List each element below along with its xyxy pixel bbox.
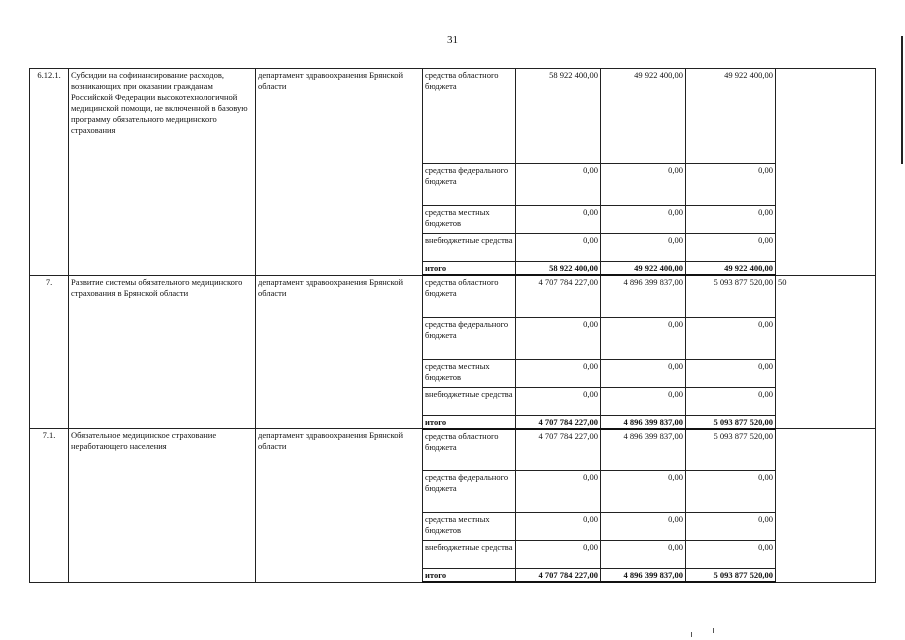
funding-source: средства местных бюджетов: [423, 359, 516, 387]
value-year-2: 4 896 399 837,00: [601, 275, 686, 317]
table-row: [30, 275, 876, 317]
value-year-2: 4 896 399 837,00: [601, 569, 686, 583]
page-number: 31: [447, 34, 458, 46]
funding-source: внебюджетные средства: [423, 234, 516, 262]
value-year-3: 0,00: [686, 513, 776, 541]
value-year-2: 49 922 400,00: [601, 262, 686, 276]
value-year-3: 0,00: [686, 164, 776, 206]
funding-source: итого: [423, 415, 516, 429]
value-year-1: 0,00: [516, 234, 601, 262]
value-year-1: 0,00: [516, 541, 601, 569]
funding-source: средства областного бюджета: [423, 69, 516, 164]
row-number: 6.12.1.: [30, 69, 69, 276]
value-year-2: 0,00: [601, 359, 686, 387]
measure-name: Субсидии на софинансирование расходов, возникающих при оказании гражданам Российской Федерации высокотехнологичной медицинской помощи, не включенной в базовую программу обязательного медицинского страхования: [69, 69, 256, 276]
value-year-3: 5 093 877 520,00: [686, 569, 776, 583]
value-year-3: 0,00: [686, 234, 776, 262]
funding-source: средства местных бюджетов: [423, 513, 516, 541]
funding-source: средства федерального бюджета: [423, 164, 516, 206]
funding-source: итого: [423, 569, 516, 583]
extra-cell: [776, 429, 876, 583]
scan-mark: [691, 632, 692, 637]
value-year-1: 4 707 784 227,00: [516, 415, 601, 429]
value-year-1: 4 707 784 227,00: [516, 429, 601, 471]
value-year-1: 0,00: [516, 164, 601, 206]
value-year-2: 4 896 399 837,00: [601, 429, 686, 471]
value-year-2: 0,00: [601, 206, 686, 234]
value-year-3: 0,00: [686, 471, 776, 513]
funding-source: итого: [423, 262, 516, 276]
row-number: 7.: [30, 275, 69, 429]
value-year-3: 49 922 400,00: [686, 262, 776, 276]
value-year-1: 4 707 784 227,00: [516, 275, 601, 317]
value-year-3: 49 922 400,00: [686, 69, 776, 164]
funding-source: средства областного бюджета: [423, 275, 516, 317]
value-year-2: 0,00: [601, 234, 686, 262]
value-year-3: 5 093 877 520,00: [686, 415, 776, 429]
value-year-3: 0,00: [686, 359, 776, 387]
value-year-2: 0,00: [601, 471, 686, 513]
measure-name: Обязательное медицинское страхование неработающего населения: [69, 429, 256, 583]
value-year-2: 0,00: [601, 164, 686, 206]
margin-bar: [901, 36, 903, 164]
value-year-1: 0,00: [516, 513, 601, 541]
value-year-2: 0,00: [601, 541, 686, 569]
funding-source: средства местных бюджетов: [423, 206, 516, 234]
value-year-3: 0,00: [686, 206, 776, 234]
funding-source: средства федерального бюджета: [423, 317, 516, 359]
budget-table: [29, 68, 876, 583]
value-year-2: 0,00: [601, 317, 686, 359]
table-row: [30, 429, 876, 471]
extra-cell: [776, 69, 876, 276]
executor: департамент здравоохранения Брянской области: [256, 69, 423, 276]
funding-source: внебюджетные средства: [423, 541, 516, 569]
executor: департамент здравоохранения Брянской области: [256, 429, 423, 583]
funding-source: средства федерального бюджета: [423, 471, 516, 513]
value-year-1: 58 922 400,00: [516, 262, 601, 276]
value-year-2: 4 896 399 837,00: [601, 415, 686, 429]
extra-cell: 50: [776, 275, 876, 429]
table-row: [30, 69, 876, 164]
value-year-2: 49 922 400,00: [601, 69, 686, 164]
value-year-1: 0,00: [516, 387, 601, 415]
executor: департамент здравоохранения Брянской области: [256, 275, 423, 429]
row-number: 7.1.: [30, 429, 69, 583]
funding-source: средства областного бюджета: [423, 429, 516, 471]
value-year-3: 0,00: [686, 541, 776, 569]
value-year-2: 0,00: [601, 513, 686, 541]
value-year-1: 0,00: [516, 359, 601, 387]
value-year-3: 0,00: [686, 317, 776, 359]
value-year-1: 58 922 400,00: [516, 69, 601, 164]
value-year-2: 0,00: [601, 387, 686, 415]
funding-source: внебюджетные средства: [423, 387, 516, 415]
table-body: [30, 69, 876, 583]
value-year-1: 0,00: [516, 471, 601, 513]
scan-mark: [713, 628, 714, 633]
value-year-3: 5 093 877 520,00: [686, 429, 776, 471]
value-year-1: 0,00: [516, 317, 601, 359]
value-year-3: 5 093 877 520,00: [686, 275, 776, 317]
measure-name: Развитие системы обязательного медицинского страхования в Брянской области: [69, 275, 256, 429]
value-year-1: 0,00: [516, 206, 601, 234]
value-year-1: 4 707 784 227,00: [516, 569, 601, 583]
value-year-3: 0,00: [686, 387, 776, 415]
